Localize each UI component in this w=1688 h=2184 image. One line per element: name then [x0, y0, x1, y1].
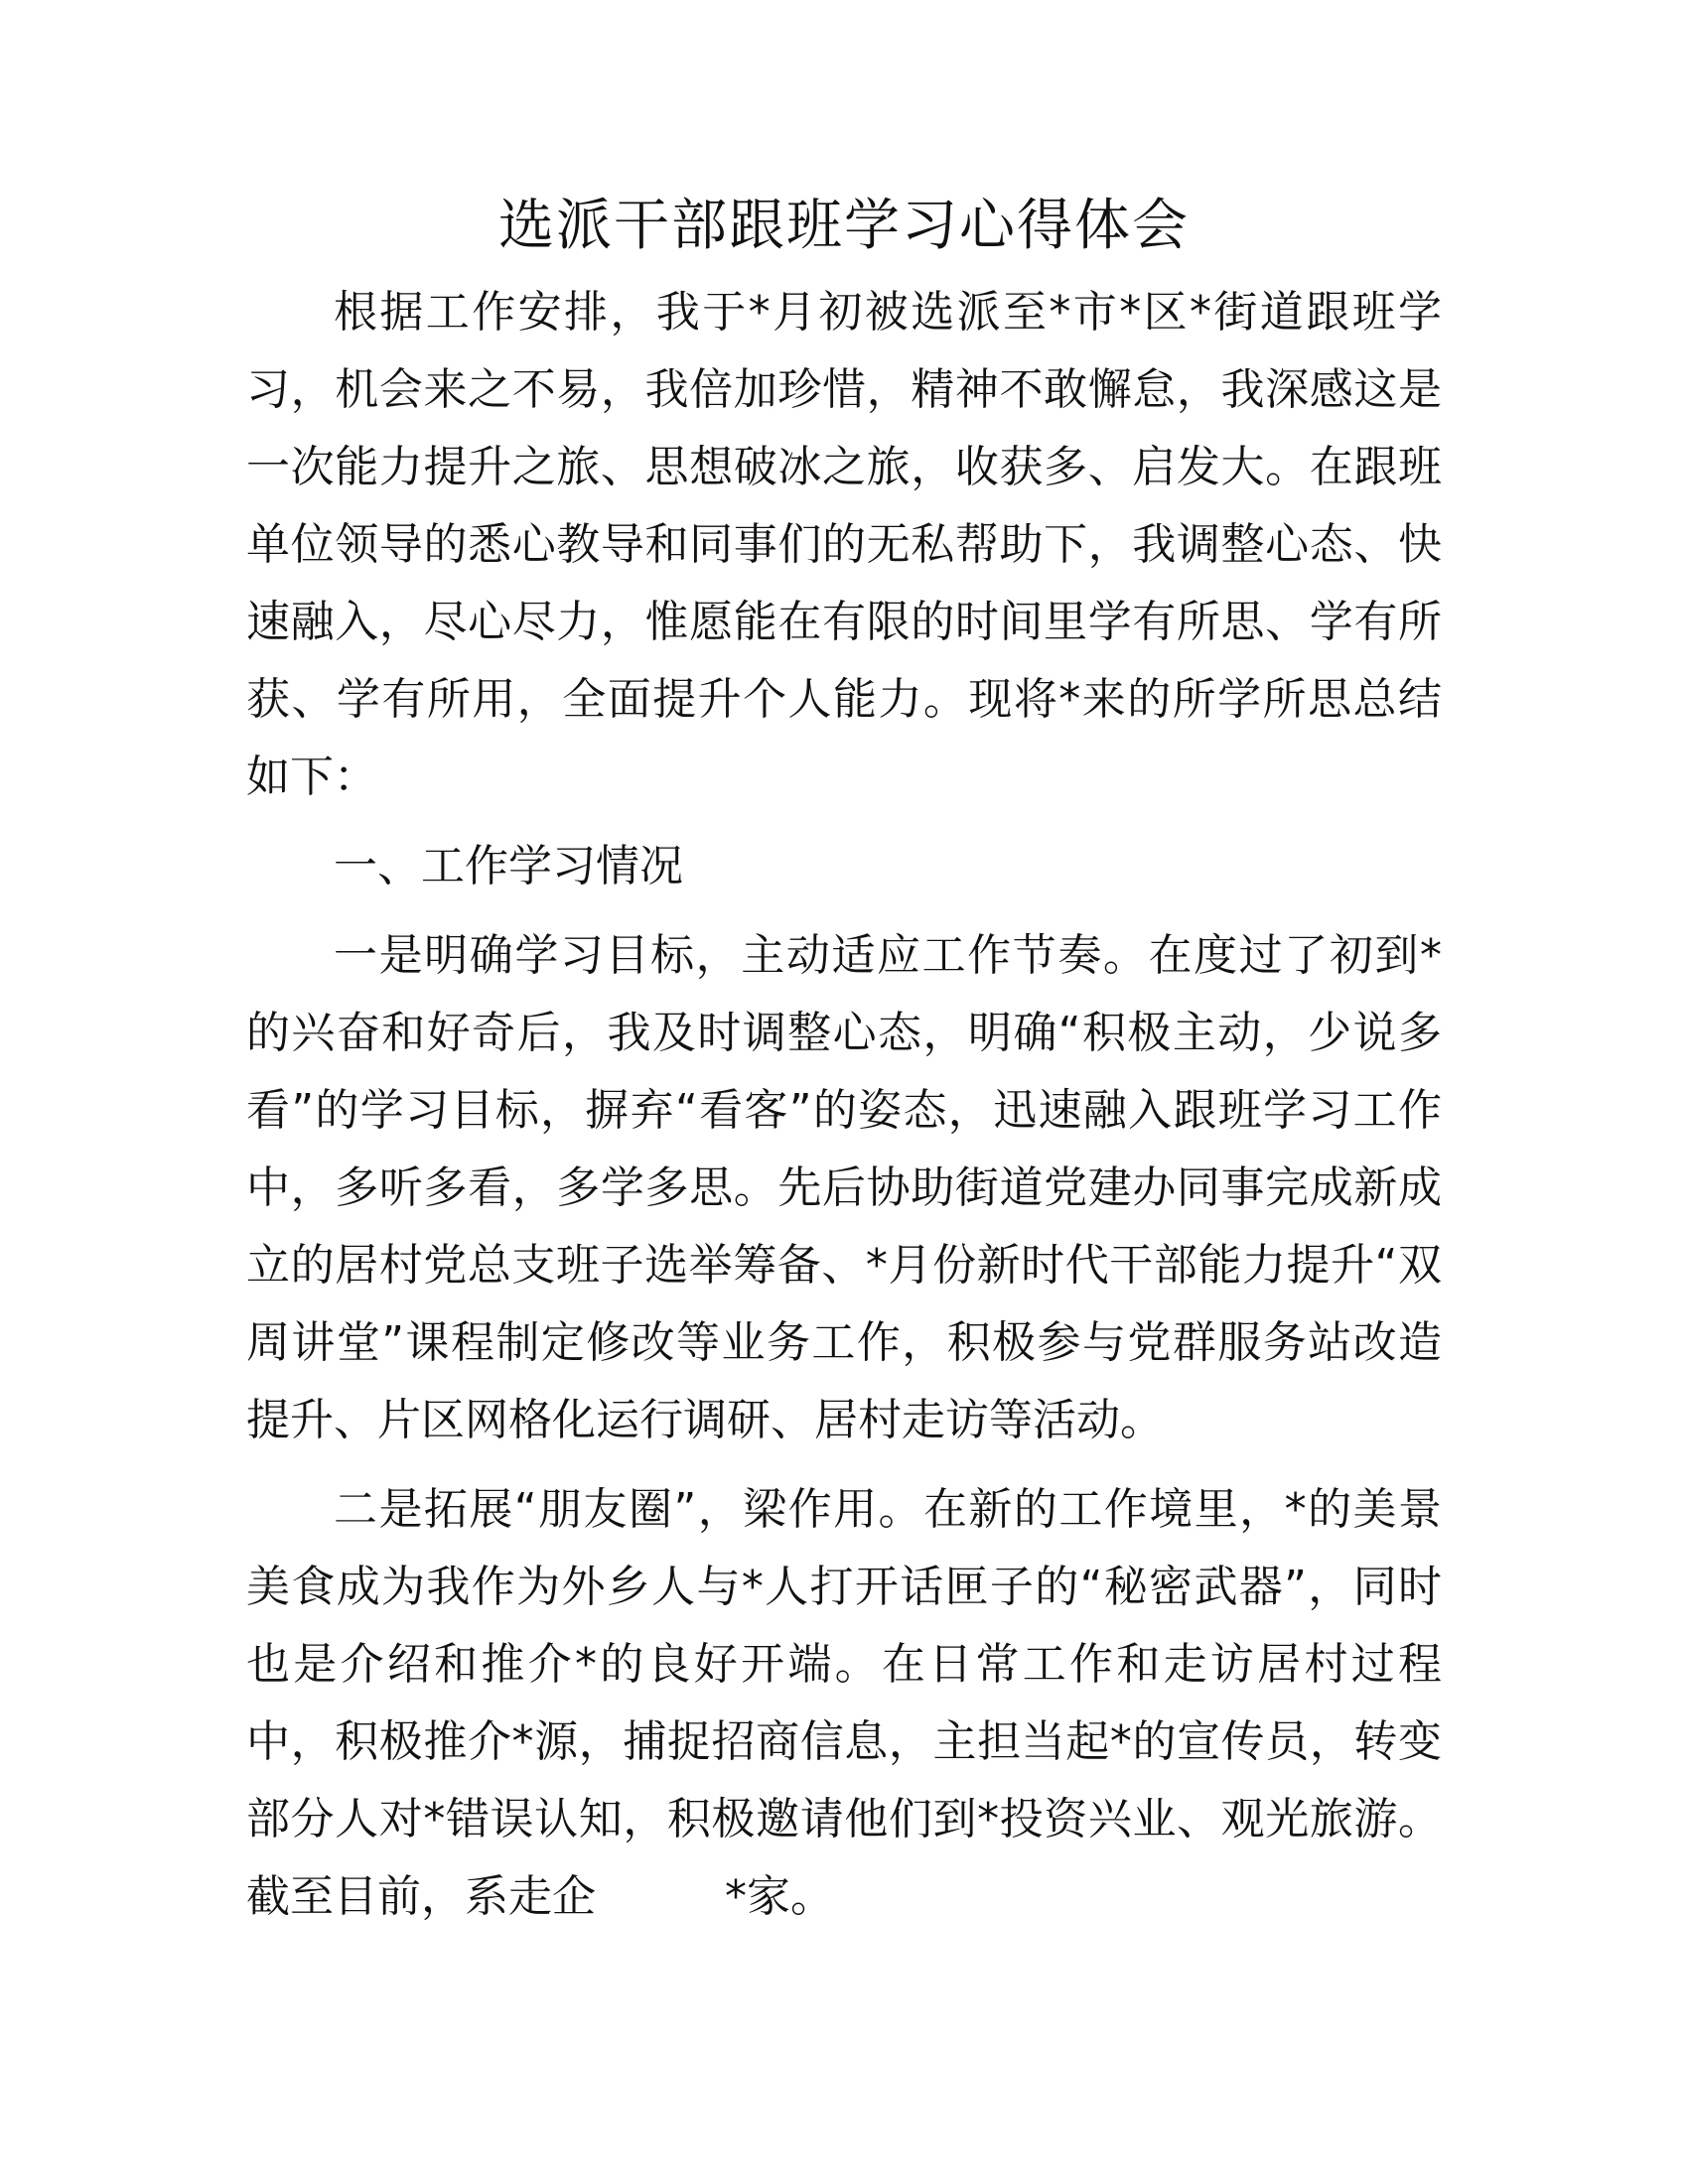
paragraph-learning-goals: 一是明确学习目标，主动适应工作节奏。在度过了初到*的兴奋和好奇后，我及时调整心态，明确“积极主动，少说多看”的学习目标，摒弃“看客”的姿态，迅速融入跟班学习工作中，多听多看，多学多思。先后协助街道党建办同事完成新成立的居村党总支班子选举筹备、*月份新时代干部能力提升“双周讲堂”课程制定修改等业务工作，积极参与党群服务站改造提升、片区网格化运行调研、居村走访等活动。 [246, 930, 1442, 1445]
intro-paragraph: 根据工作安排，我于*月初被选派至*市*区*街道跟班学习，机会来之不易，我倍加珍惜，精神不敢懈怠，我深感这是一次能力提升之旅、思想破冰之旅，收获多、启发大。在跟班单位领导的悉心教导和同事们的无私帮助下，我调整心态、快速融入，尽心尽力，惟愿能在有限的时间里学有所思、学有所获、学有所用，全面提升个人能力。现将*来的所学所思总结如下： [246, 287, 1442, 802]
document-body [246, 189, 1442, 1948]
paragraph-friend-circle-end: *家。 [725, 1871, 834, 1922]
paragraph-friend-circle-text: 二是拓展“朋友圈”，梁作用。在新的工作境里，*的美景美食成为我作为外乡人与*人打开话匣子的“秘密武器”，同时也是介绍和推介*的良好开端。在日常工作和走访居村过程中，积极推介*源，捕捉招商信息，主担当起*的宣传员，转变部分人对*错误认知，积极邀请他们到*投资兴业、观光旅游。截至目前，系走企 [246, 1484, 1442, 1922]
section-heading: 一、工作学习情况 [334, 841, 683, 891]
document-title: 选派干部跟班学习心得体会 [498, 194, 1190, 258]
paragraph-friend-circle [246, 1471, 1442, 1936]
